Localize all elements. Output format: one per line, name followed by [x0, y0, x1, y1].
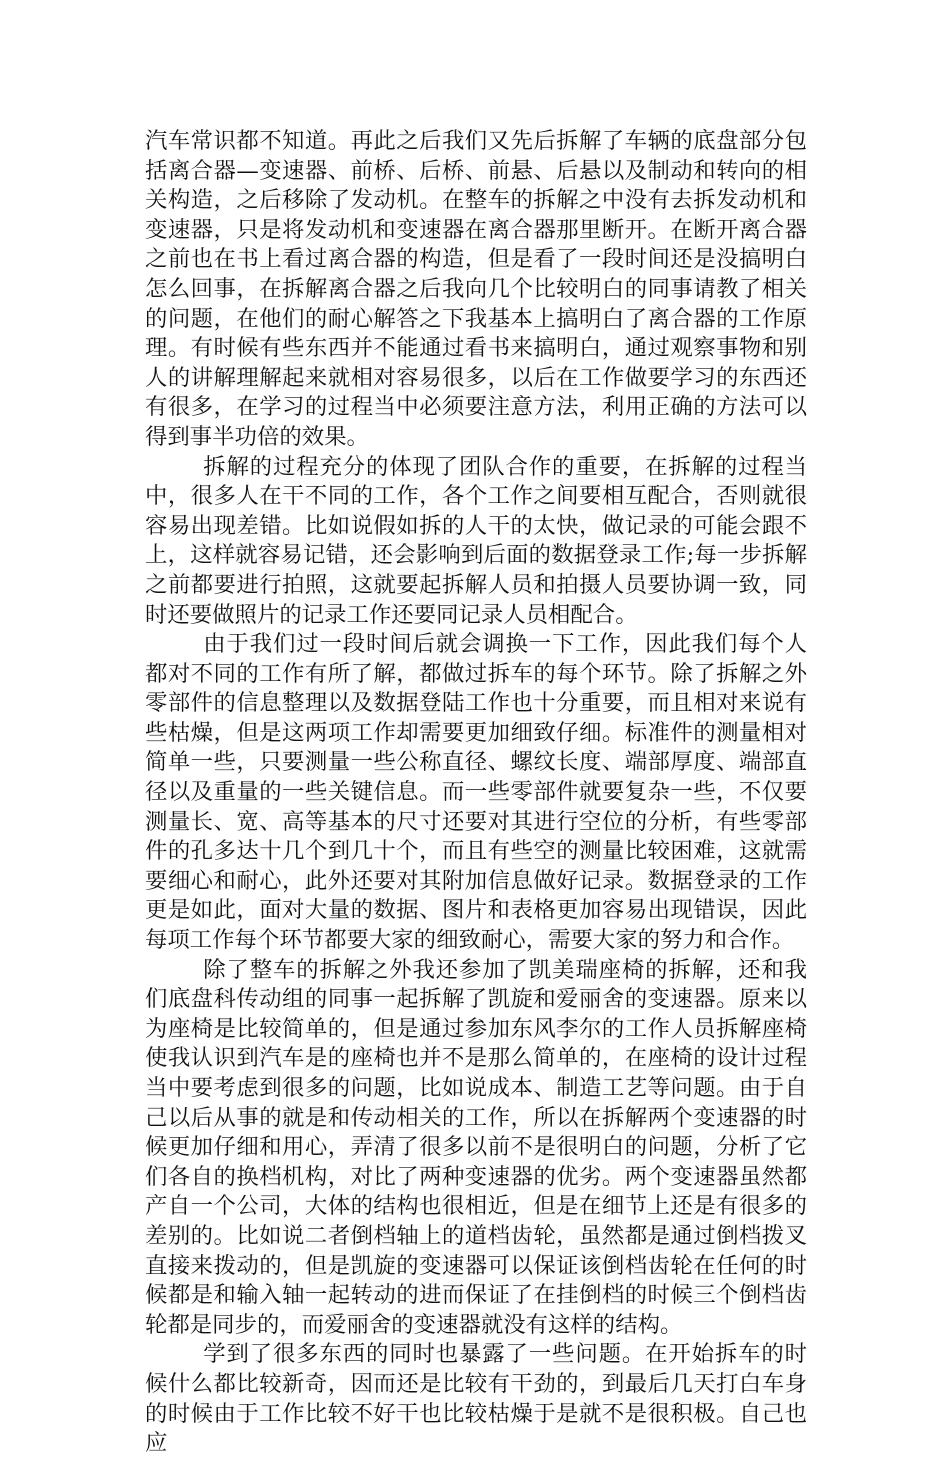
paragraph-5: 学到了很多东西的同时也暴露了一些问题。在开始拆车的时候什么都比较新奇，因而还是比较有干劲的，到最后几天打白车身的时候由于工作比较不好干也比较枯燥于是就不是很积极。自己也应 [145, 1341, 807, 1457]
paragraph-3: 由于我们过一段时间后就会调换一下工作，因此我们每个人都对不同的工作有所了解，都做过拆车的每个环节。除了拆解之外零部件的信息整理以及数据登陆工作也十分重要，而且相对来说有些枯燥，但是这两项工作却需要更加细致仔细。标准件的测量相对简单一些，只要测量一些公称直径、螺纹长度、端部厚度、端部直径以及重量的一些关键信息。而一些零部件就要复杂一些，不仅要测量长、宽、高等基本的尺寸还要对其进行空位的分析，有些零部件的孔多达十几个到几十个，而且有些空的测量比较困难，这就需要细心和耐心，此外还要对其附加信息做好记录。数据登录的工作更是如此，面对大量的数据、图片和表格更加容易出现错误，因此每项工作每个环节都要大家的细致耐心，需要大家的努力和合作。 [145, 631, 807, 954]
document-body [145, 127, 807, 1459]
paragraph-4: 除了整车的拆解之外我还参加了凯美瑞座椅的拆解，还和我们底盘科传动组的同事一起拆解了凯旋和爱丽舍的变速器。原来以为座椅是比较简单的，但是通过参加东风李尔的工作人员拆解座椅使我认识到汽车是的座椅也并不是那么简单的，在座椅的设计过程当中要考虑到很多的问题，比如说成本、制造工艺等问题。由于自己以后从事的就是和传动相关的工作，所以在拆解两个变速器的时候更加仔细和用心，弄清了很多以前不是很明白的问题，分析了它们各自的换档机构，对比了两种变速器的优劣。两个变速器虽然都产自一个公司，大体的结构也很相近，但是在细节上还是有很多的差别的。比如说二者倒档轴上的道档齿轮，虽然都是通过倒档拨叉直接来拨动的，但是凯旋的变速器可以保证该倒档齿轮在任何的时候都是和输入轴一起转动的进而保证了在挂倒档的时候三个倒档齿轮都是同步的，而爱丽舍的变速器就没有这样的结构。 [145, 956, 807, 1338]
paragraph-1: 汽车常识都不知道。再此之后我们又先后拆解了车辆的底盘部分包括离合器—变速器、前桥、后桥、前悬、后悬以及制动和转向的相关构造，之后移除了发动机。在整车的拆解之中没有去拆发动机和变速器，只是将发动机和变速器在离合器那里断开。在断开离合器之前也在书上看过离合器的构造，但是看了一段时间还是没搞明白怎么回事，在拆解离合器之后我向几个比较明白的同事请教了相关的问题，在他们的耐心解答之下我基本上搞明白了离合器的工作原理。有时候有些东西并不能通过看书来搞明白，通过观察事物和别人的讲解理解起来就相对容易很多，以后在工作做要学习的东西还有很多，在学习的过程当中必须要注意方法，利用正确的方法可以得到事半功倍的效果。 [145, 128, 807, 450]
paragraph-2: 拆解的过程充分的体现了团队合作的重要，在拆解的过程当中，很多人在干不同的工作，各个工作之间要相互配合，否则就很容易出现差错。比如说假如拆的人干的太快，做记录的可能会跟不上，这样就容易记错，还会影响到后面的数据登录工作;每一步拆解之前都要进行拍照，这就要起拆解人员和拍摄人员要协调一致，同时还要做照片的记录工作还要同记录人员相配合。 [145, 453, 807, 628]
